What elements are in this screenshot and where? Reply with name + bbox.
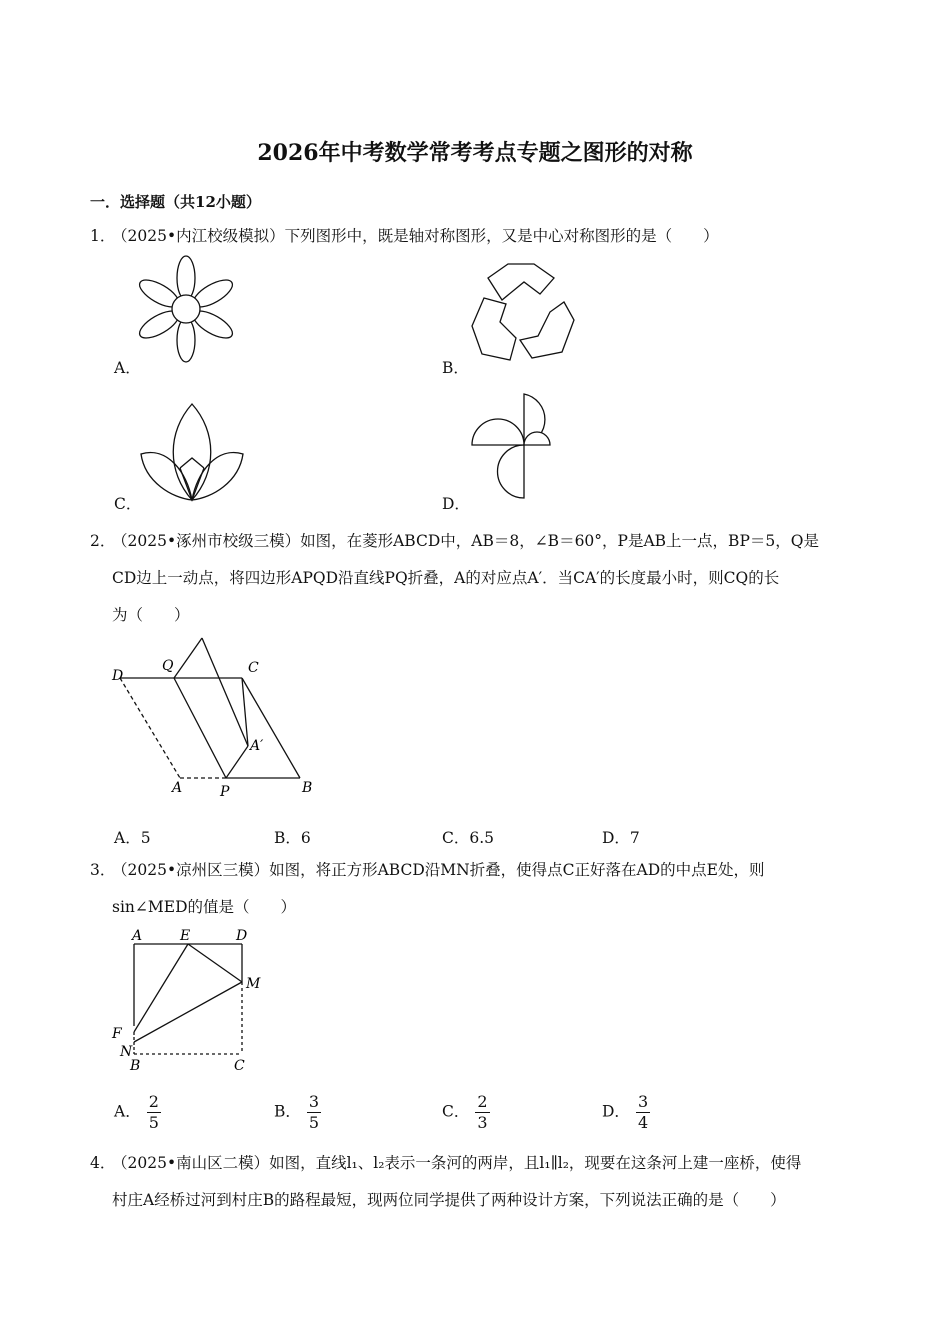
question-1 bbox=[90, 218, 860, 255]
fig-label: D bbox=[236, 928, 248, 944]
option-a: A． $\frac{2}{5}$ bbox=[114, 1092, 159, 1132]
question-text-line2: 村庄A经桥过河到村庄B的路程最短，现两位同学提供了两种设计方案，下列说法正确的是（ ） bbox=[112, 1191, 786, 1209]
fig-label: M bbox=[246, 976, 261, 992]
question-number: 4． bbox=[90, 1154, 116, 1172]
question-text-line2: sin∠MED的值是（ ） bbox=[112, 898, 296, 916]
option-d: D．7 bbox=[602, 829, 640, 847]
recycle-hexagon-icon bbox=[468, 258, 578, 364]
option-c: C． bbox=[114, 495, 142, 513]
fig-label: A′ bbox=[250, 738, 264, 754]
question-text-line1: （2025•凉州区三模）如图，将正方形ABCD沿MN折叠，使得点C正好落在AD的中点E处，则 bbox=[112, 861, 765, 879]
option-a: A． bbox=[114, 359, 141, 377]
question-text-line2: CD边上一动点，将四边形APQD沿直线PQ折叠，A的对应点A′．当CA′的长度最小时，则CQ的长 bbox=[112, 569, 780, 587]
rhombus-fold-figure bbox=[110, 634, 320, 804]
fig-label: A bbox=[132, 928, 143, 944]
question-number: 3． bbox=[90, 861, 116, 879]
pinwheel-icon bbox=[470, 390, 552, 502]
option-c: C．6.5 bbox=[442, 829, 495, 847]
fig-label: B bbox=[302, 780, 313, 796]
fig-label: P bbox=[220, 784, 230, 800]
square-fold-figure bbox=[108, 926, 268, 1076]
question-4 bbox=[90, 1145, 860, 1219]
option-a: A．5 bbox=[114, 829, 151, 847]
section-heading: 一．选择题（共12小题） bbox=[90, 193, 261, 211]
option-d: D． bbox=[442, 495, 470, 513]
question-text-line1: （2025•南山区二模）如图，直线l₁、l₂表示一条河的两岸，且l₁∥l₂，现要在这条河上建一座桥，使得 bbox=[112, 1154, 802, 1172]
option-d: D． $\frac{3}{4}$ bbox=[602, 1092, 649, 1132]
fraction: $\frac{3}{5}$ bbox=[308, 1092, 320, 1132]
question-text-line3: 为（ ） bbox=[112, 606, 190, 624]
fig-label: N bbox=[120, 1044, 133, 1060]
page-title: 2026年中考数学常考考点专题之图形的对称 bbox=[257, 140, 693, 166]
fig-label: B bbox=[130, 1058, 141, 1074]
question-number: 2． bbox=[90, 532, 116, 550]
fraction: $\frac{3}{4}$ bbox=[637, 1092, 649, 1132]
fig-label: D bbox=[112, 668, 124, 684]
fig-label: E bbox=[180, 928, 191, 944]
lotus-icon bbox=[137, 402, 247, 502]
fraction: $\frac{2}{5}$ bbox=[148, 1092, 159, 1132]
question-text-line1: （2025•涿州市校级三模）如图，在菱形ABCD中，AB＝8，∠B＝60°，P是AB上一点，BP＝5，Q是 bbox=[112, 532, 819, 550]
option-b: B．6 bbox=[274, 829, 311, 847]
flower-icon bbox=[136, 254, 236, 364]
fig-label: A bbox=[172, 780, 183, 796]
question-2 bbox=[90, 523, 860, 634]
option-b: B． bbox=[442, 359, 469, 377]
question-number: 1． bbox=[90, 227, 116, 245]
fig-label: C bbox=[248, 660, 259, 676]
question-text: （2025•内江校级模拟）下列图形中，既是轴对称图形，又是中心对称图形的是（ ） bbox=[112, 227, 719, 245]
option-c: C． $\frac{2}{3}$ bbox=[442, 1092, 488, 1132]
question-3 bbox=[90, 852, 860, 926]
fig-label: F bbox=[112, 1026, 122, 1042]
option-b: B． $\frac{3}{5}$ bbox=[274, 1092, 320, 1132]
fig-label: Q bbox=[162, 658, 174, 674]
fig-label: C bbox=[234, 1058, 245, 1074]
fraction: $\frac{2}{3}$ bbox=[477, 1092, 488, 1132]
